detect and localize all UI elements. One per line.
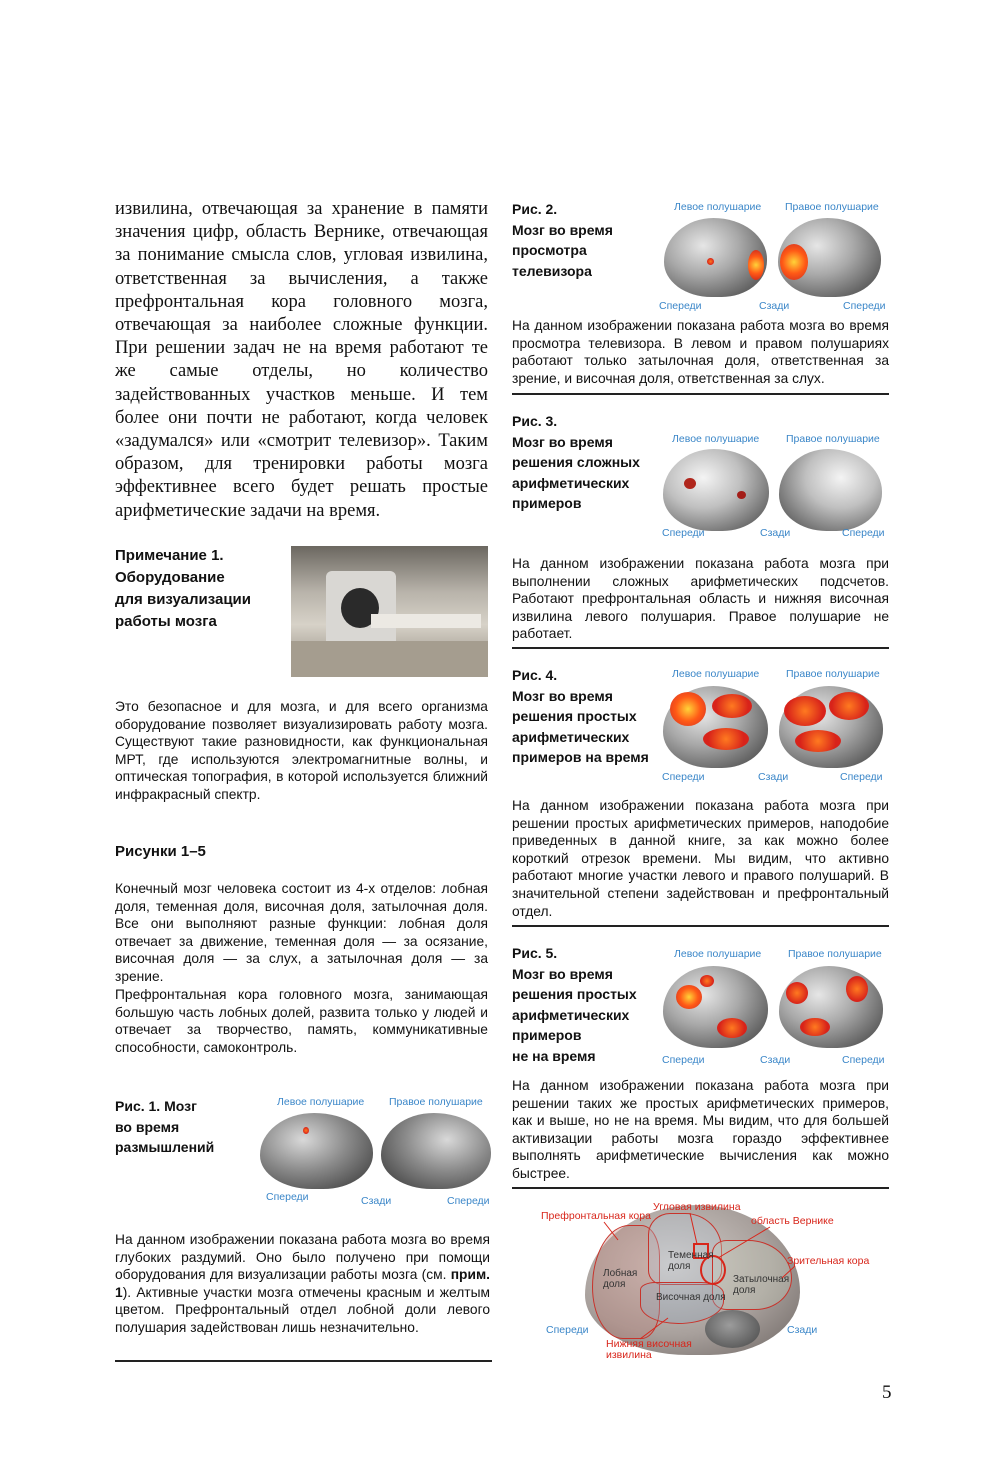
- fig3-caption: Рис. 3. Мозг во время решения сложных арифметических примеров: [512, 413, 640, 511]
- fig2-front-label: Спереди: [659, 300, 702, 312]
- fig3-front-label-2: Спереди: [842, 527, 885, 539]
- fig4-back-label: Сзади: [758, 771, 789, 783]
- label-visual-cortex: Зрительная кора: [787, 1255, 870, 1267]
- fig3-left-hemisphere-label: Левое полушарие: [672, 433, 760, 445]
- leader-prefrontal: [604, 1222, 618, 1240]
- fig5-right-hemisphere-label: Правое полушарие: [788, 948, 882, 960]
- label-prefrontal: Префронтальная кора: [541, 1210, 651, 1222]
- fig2-left-hemisphere-label: Левое полушарие: [674, 201, 762, 213]
- fig5-caption: Рис. 5. Мозг во время решения простых арифметических примеров не на время: [512, 945, 637, 1064]
- fig2-right-hemisphere-label: Правое полушарие: [785, 201, 879, 213]
- fig1-front-label-2: Спереди: [447, 1195, 490, 1207]
- anatomy-front-label: Спереди: [546, 1324, 589, 1336]
- fig4-left-hemisphere-label: Левое полушарие: [672, 668, 760, 680]
- fig2-back-label: Сзади: [759, 300, 790, 312]
- leader-inferior: [640, 1318, 668, 1339]
- fig5-front-label-2: Спереди: [842, 1054, 885, 1066]
- fig4-text: На данном изображении показана работа мозга при решении простых арифметических примеров, наподобие приведенных в данной книге, за как можно более короткий отрезок времени. Мы видим, что активно работают многие участки левого и правого полушарий. В значительной степени задействован и префронтальный отдел.: [512, 798, 889, 919]
- fig4-right-hemisphere-label: Правое полушарие: [786, 668, 880, 680]
- figures-section-text2: Префронтальная кора головного мозга, занимающая большую часть лобных долей, развита только у людей и отвечает за творчество, память, коммуникативные способности, самоконтроль.: [115, 987, 488, 1055]
- fig2-front-label-2: Спереди: [843, 300, 886, 312]
- main-paragraph: извилина, отвечающая за хранение в памяти значения цифр, область Вернике, отвечающая за понимание смысла слов, угловая извилина, ответственная за вычисления, а также префронтальная кора головного мозга, отвечающая за наиболее сложные функции. При решении задач не на время работают те же самые отделы, но количество задействованных участков меньше. И тем более они почти не работают, когда человек «задумался» или «смотрит телевизор». Таким образом, для тренировки работы мозга эффективнее всего будет решать простые арифметические задачи на время.: [115, 199, 488, 521]
- fig5-text: На данном изображении показана работа мозга при решении таких же простых арифметических примеров, как и выше, но не на время. Мы видим, что для большей активизации работы мозга гораздо эффективнее выполнять арифметические вычисления как можно быстрее.: [512, 1078, 889, 1181]
- note1-text: Это безопасное и для мозга, и для всего организма оборудование позволяет визуализировать работу мозга. Существуют такие разновидности, как функциональная МРТ, где используются электромагнитные волны, и оптическая топография, в которой используется ближний инфракрасный спектр.: [115, 699, 488, 802]
- fig5-left-hemisphere-label: Левое полушарие: [674, 948, 762, 960]
- label-inferior-temporal: Нижняя височная извилина: [606, 1338, 692, 1361]
- leader-wernicke: [718, 1227, 770, 1258]
- fig4-caption: Рис. 4. Мозг во время решения простых арифметических примеров на время: [512, 667, 649, 765]
- label-occipital-lobe: Затылочная доля: [733, 1274, 790, 1296]
- fig2-text: На данном изображении показана работа мозга во время просмотра телевизора. В левом и правом полушариях работают только затылочная доля, ответственная за зрение, и височная доля, ответственная за слух.: [512, 318, 889, 386]
- figures-section-title: Рисунки 1–5: [115, 843, 206, 860]
- label-frontal-lobe: Лобная доля: [603, 1268, 638, 1290]
- label-parietal-lobe: Теменная доля: [668, 1250, 714, 1272]
- note1-title: Примечание 1. Оборудование для визуализации работы мозга: [115, 547, 251, 630]
- fig3-front-label: Спереди: [662, 527, 705, 539]
- fig5-back-label: Сзади: [760, 1054, 791, 1066]
- fig1-right-hemisphere-label: Правое полушарие: [389, 1096, 483, 1108]
- fig5-front-label: Спереди: [662, 1054, 705, 1066]
- label-temporal-lobe: Височная доля: [656, 1292, 726, 1303]
- fig3-right-hemisphere-label: Правое полушарие: [786, 433, 880, 445]
- fig4-front-label: Спереди: [662, 771, 705, 783]
- fig3-back-label: Сзади: [760, 527, 791, 539]
- fig1-back-label: Сзади: [361, 1195, 392, 1207]
- fig3-text: На данном изображении показана работа мозга при выполнении сложных арифметических подсчетов. Работают префронтальная область и нижняя височная извилина левого полушария. Правое полушарие не работает.: [512, 556, 889, 642]
- leader-angular: [690, 1213, 697, 1244]
- label-angular-gyrus: Угловая извилина: [653, 1201, 741, 1213]
- fig4-front-label-2: Спереди: [840, 771, 883, 783]
- fig1-front-label: Спереди: [266, 1191, 309, 1203]
- label-wernicke: область Вернике: [751, 1215, 834, 1227]
- leader-visual: [782, 1266, 795, 1278]
- figures-section-text1: Конечный мозг человека состоит из 4-х отделов: лобная доля, теменная доля, височная доля, затылочная доля. Все они выполняют разные функции: лобная доля отвечает за движение, теменная доля — за осязание, височная доля — за слух, а затылочная доля — за зрение.: [115, 881, 488, 984]
- fig2-caption: Рис. 2. Мозг во время просмотра телевизора: [512, 201, 613, 279]
- anatomy-back-label: Сзади: [787, 1324, 818, 1336]
- fig1-caption: Рис. 1. Мозг во время размышлений: [115, 1098, 215, 1155]
- page-number: 5: [882, 1382, 892, 1403]
- fig1-text: На данном изображении показана работа мозга во время глубоких раздумий. Оно было получено при помощи оборудования для визуализации работы мозга (см. прим. 1). Активные участки мозга отмечены красным и желтым цветом. Префронтальный отдел лобной доли левого полушария задействован лишь незначительно.: [115, 1232, 490, 1335]
- fig1-left-hemisphere-label: Левое полушарие: [277, 1096, 365, 1108]
